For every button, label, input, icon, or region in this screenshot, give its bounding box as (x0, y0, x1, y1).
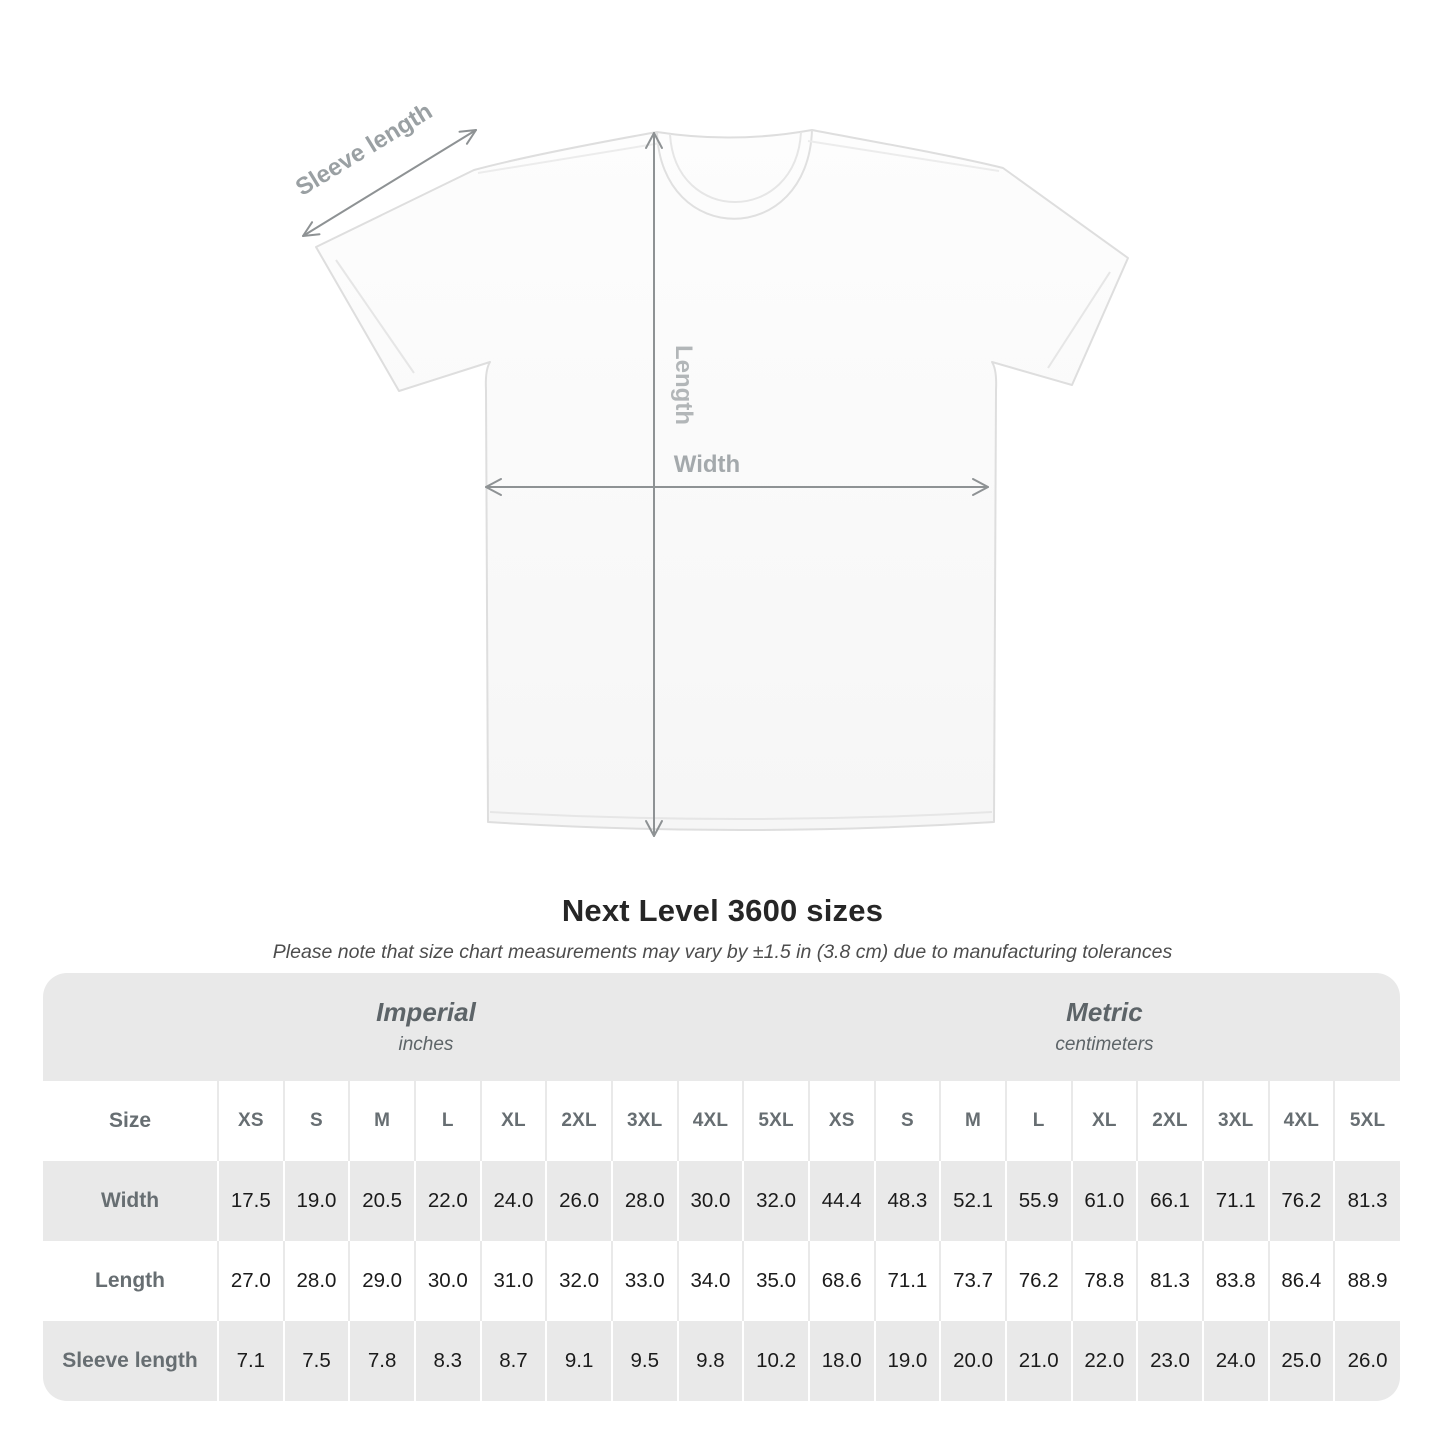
measurement-value: 29.0 (349, 1241, 415, 1321)
measurement-value: 19.0 (284, 1161, 350, 1241)
measurement-value: 8.3 (415, 1321, 481, 1401)
width-row-label: Width (43, 1161, 218, 1241)
measurement-value: 81.3 (1137, 1241, 1203, 1321)
measurement-value: 88.9 (1334, 1241, 1400, 1321)
measurement-value: 81.3 (1334, 1161, 1400, 1241)
imperial-title: Imperial (376, 997, 476, 1028)
measurement-value: 28.0 (284, 1241, 350, 1321)
size-col-header: XL (1072, 1081, 1138, 1161)
measurement-value: 31.0 (481, 1241, 547, 1321)
size-col-header: XS (218, 1081, 284, 1161)
measurement-value: 71.1 (875, 1241, 941, 1321)
measurement-value: 21.0 (1006, 1321, 1072, 1401)
length-row-label: Length (43, 1241, 218, 1321)
measurement-value: 35.0 (743, 1241, 809, 1321)
size-col-header: S (284, 1081, 350, 1161)
measurement-value: 34.0 (678, 1241, 744, 1321)
size-col-header: M (940, 1081, 1006, 1161)
imperial-section-header (43, 973, 809, 1081)
measurement-value: 9.1 (546, 1321, 612, 1401)
size-col-header: M (349, 1081, 415, 1161)
size-col-header: 5XL (1334, 1081, 1400, 1161)
imperial-unit: inches (398, 1033, 454, 1055)
sleeve-length-row-label: Sleeve length (43, 1321, 218, 1401)
measurement-value: 86.4 (1269, 1241, 1335, 1321)
size-row-label: Size (43, 1081, 218, 1161)
measurement-value: 7.8 (349, 1321, 415, 1401)
measurement-value: 27.0 (218, 1241, 284, 1321)
measurement-value: 25.0 (1269, 1321, 1335, 1401)
measurement-value: 66.1 (1137, 1161, 1203, 1241)
measurement-value: 83.8 (1203, 1241, 1269, 1321)
measurement-value: 30.0 (678, 1161, 744, 1241)
measurement-value: 20.0 (940, 1321, 1006, 1401)
sleeve-length-row (43, 1321, 1400, 1401)
measurement-value: 7.5 (284, 1321, 350, 1401)
measurement-value: 32.0 (546, 1241, 612, 1321)
measurement-value: 8.7 (481, 1321, 547, 1401)
measurement-value: 22.0 (1072, 1321, 1138, 1401)
length-label: Length (670, 345, 697, 425)
measurement-value: 78.8 (1072, 1241, 1138, 1321)
measurement-value: 24.0 (481, 1161, 547, 1241)
measurement-value: 30.0 (415, 1241, 481, 1321)
size-col-header: S (875, 1081, 941, 1161)
measurement-value: 32.0 (743, 1161, 809, 1241)
measurement-value: 73.7 (940, 1241, 1006, 1321)
measurement-value: 48.3 (875, 1161, 941, 1241)
width-row (43, 1161, 1400, 1241)
tshirt-graphic (316, 130, 1128, 830)
measurement-value: 52.1 (940, 1161, 1006, 1241)
size-col-header: L (415, 1081, 481, 1161)
size-col-header: 3XL (1203, 1081, 1269, 1161)
sleeve-length-label: Sleeve length (291, 97, 438, 202)
size-col-header: 4XL (678, 1081, 744, 1161)
measurement-value: 71.1 (1203, 1161, 1269, 1241)
size-col-header: XL (481, 1081, 547, 1161)
measurement-value: 28.0 (612, 1161, 678, 1241)
measurement-value: 68.6 (809, 1241, 875, 1321)
measurement-value: 23.0 (1137, 1321, 1203, 1401)
tolerance-note: Please note that size chart measurements may vary by ±1.5 in (3.8 cm) due to manufacturing tolerances (272, 941, 1173, 963)
measurement-value: 9.8 (678, 1321, 744, 1401)
measurement-value: 61.0 (1072, 1161, 1138, 1241)
metric-unit: centimeters (1055, 1033, 1154, 1055)
size-table (43, 973, 1400, 1401)
size-col-header: 5XL (743, 1081, 809, 1161)
measurement-value: 55.9 (1006, 1161, 1072, 1241)
measurement-value: 24.0 (1203, 1321, 1269, 1401)
size-col-header: L (1006, 1081, 1072, 1161)
measurement-value: 9.5 (612, 1321, 678, 1401)
measurement-value: 76.2 (1269, 1161, 1335, 1241)
width-label: Width (673, 451, 741, 478)
measurement-value: 44.4 (809, 1161, 875, 1241)
size-col-header: 3XL (612, 1081, 678, 1161)
measurement-value: 33.0 (612, 1241, 678, 1321)
measurement-value: 10.2 (743, 1321, 809, 1401)
measurement-value: 7.1 (218, 1321, 284, 1401)
measurement-value: 18.0 (809, 1321, 875, 1401)
page-title: Next Level 3600 sizes (561, 893, 884, 928)
length-row (43, 1241, 1400, 1321)
size-header-row (43, 1081, 1400, 1161)
measurement-value: 19.0 (875, 1321, 941, 1401)
measurement-value: 22.0 (415, 1161, 481, 1241)
size-chart-container (43, 973, 1400, 1401)
metric-section-header (809, 973, 1400, 1081)
unit-band-row (43, 973, 1400, 1081)
measurement-value: 26.0 (1334, 1321, 1400, 1401)
measurement-value: 26.0 (546, 1161, 612, 1241)
size-col-header: 4XL (1269, 1081, 1335, 1161)
measurement-value: 76.2 (1006, 1241, 1072, 1321)
measurement-value: 20.5 (349, 1161, 415, 1241)
size-col-header: XS (809, 1081, 875, 1161)
size-col-header: 2XL (1137, 1081, 1203, 1161)
measurement-value: 17.5 (218, 1161, 284, 1241)
metric-title: Metric (1066, 997, 1143, 1028)
size-col-header: 2XL (546, 1081, 612, 1161)
